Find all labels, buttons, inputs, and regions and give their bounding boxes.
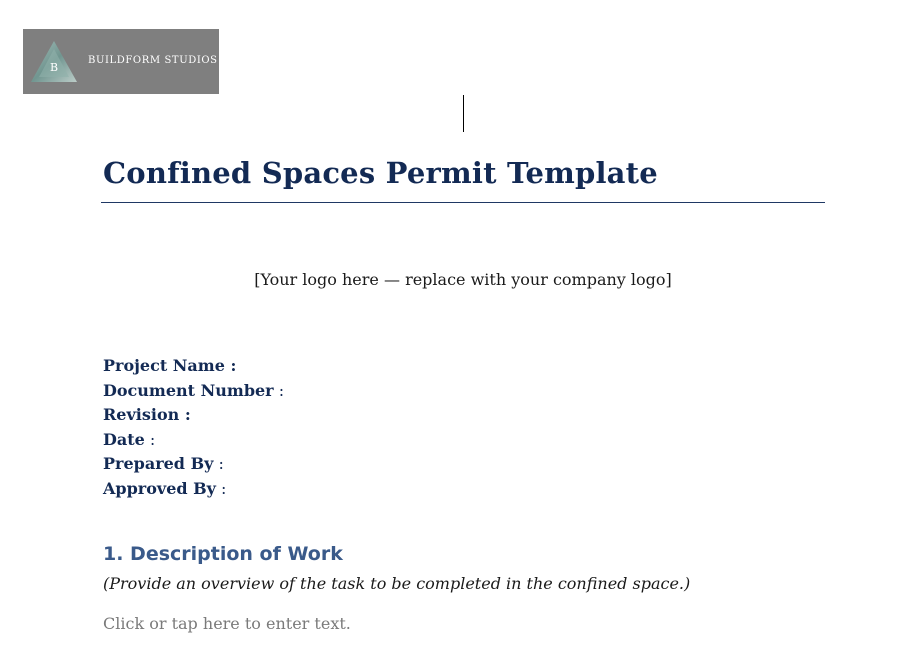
text-entry-placeholder[interactable]: Click or tap here to enter text. <box>103 614 351 633</box>
field-separator: : <box>213 454 224 473</box>
section-heading-description-of-work: 1. Description of Work <box>103 543 343 565</box>
field-label: Date <box>103 429 145 449</box>
field-approved-by[interactable] <box>103 477 284 502</box>
document-info-fields <box>103 354 284 501</box>
field-revision[interactable] <box>103 403 284 428</box>
field-separator: : <box>215 478 227 498</box>
triangle-logo-icon <box>29 39 79 84</box>
field-prepared-by[interactable] <box>103 452 284 477</box>
field-label: Approved By <box>103 478 216 498</box>
field-label: Project Name : <box>103 356 237 375</box>
text-cursor <box>463 95 464 132</box>
field-separator: : <box>273 380 285 400</box>
logo-company-name: BUILDFORM STUDIOS <box>88 55 218 66</box>
field-date[interactable] <box>103 428 284 453</box>
field-document-number[interactable] <box>103 379 284 404</box>
title-underline <box>101 202 825 203</box>
company-logo <box>23 29 219 94</box>
document-title: Confined Spaces Permit Template <box>103 156 658 190</box>
section-instruction: (Provide an overview of the task to be completed in the confined space.) <box>103 574 691 593</box>
field-label: Document Number <box>103 380 274 400</box>
logo-initial: B <box>49 61 59 74</box>
field-label: Revision : <box>103 405 191 424</box>
logo-placeholder-text[interactable]: [Your logo here — replace with your company logo] <box>254 270 672 289</box>
field-separator: : <box>144 429 156 449</box>
field-label: Prepared By <box>103 454 214 473</box>
field-project-name[interactable] <box>103 354 284 379</box>
